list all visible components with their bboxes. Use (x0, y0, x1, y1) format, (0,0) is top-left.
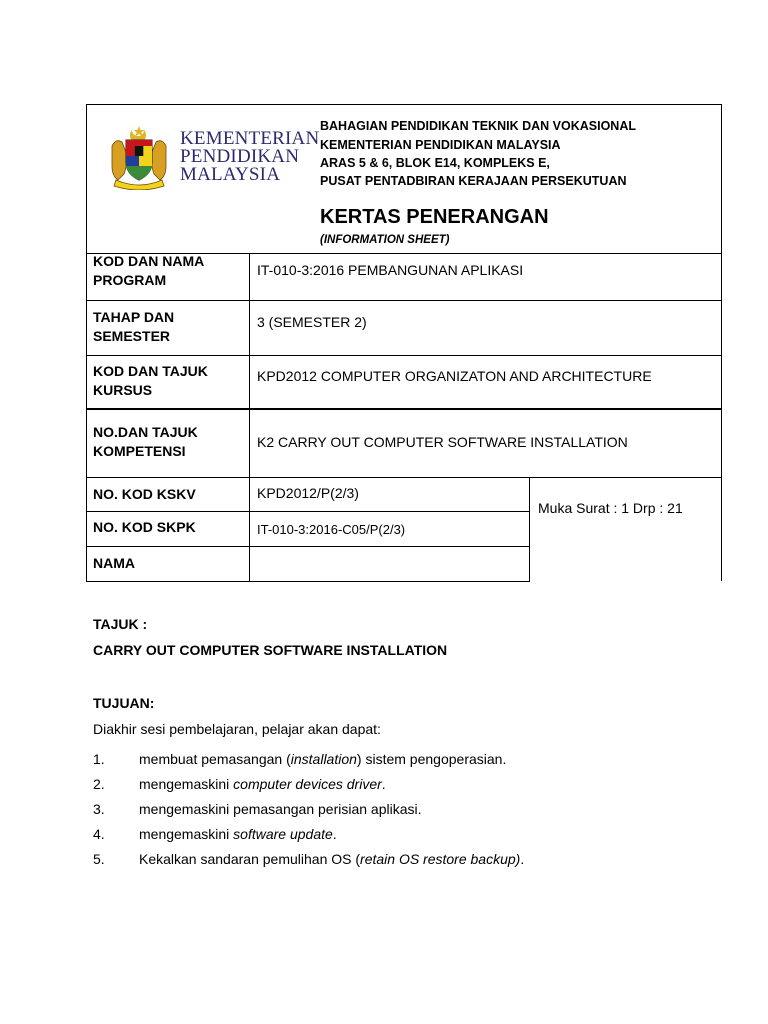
list-item-number: 1. (93, 751, 105, 767)
kompetensi-label-line1: NO.DAN TAJUK (93, 424, 198, 440)
ministry-logo (108, 124, 320, 194)
address-line: ARAS 5 & 6, BLOK E14, KOMPLEKS E, (320, 156, 550, 170)
row-divider (86, 300, 722, 301)
document-title: KERTAS PENERANGAN (320, 206, 549, 228)
list-item-number: 5. (93, 851, 105, 867)
coat-of-arms-icon (108, 124, 170, 190)
tahap-value: 3 (SEMESTER 2) (257, 314, 367, 330)
tajuk-value: CARRY OUT COMPUTER SOFTWARE INSTALLATION (93, 642, 448, 658)
list-item-text (139, 800, 422, 819)
row-divider (86, 355, 722, 356)
address-line: PUSAT PENTADBIRAN KERAJAAN PERSEKUTUAN (320, 174, 627, 188)
table-border-bottom (86, 581, 530, 582)
program-value: IT-010-3:2016 PEMBANGUNAN APLIKASI (257, 262, 524, 278)
column-divider (249, 253, 250, 581)
tajuk-label: TAJUK : (93, 616, 148, 632)
document-subtitle: (INFORMATION SHEET) (320, 234, 450, 246)
list-item-text (139, 750, 506, 769)
list-item-text-pre: Kekalkan sandaran pemulihan OS ( (139, 851, 361, 867)
list-item-text-post: . (520, 851, 525, 867)
list-item-text (139, 850, 524, 869)
list-item-number: 3. (93, 801, 105, 817)
row-divider (86, 477, 722, 478)
skpk-value: IT-010-3:2016-C05/P(2/3) (257, 522, 406, 537)
list-item-text-post: . (332, 826, 337, 842)
list-item-text-pre: membuat pemasangan ( (139, 751, 291, 767)
tahap-label-line1: TAHAP DAN (93, 309, 175, 325)
kompetensi-label-line2: KOMPETENSI (93, 443, 186, 459)
list-item-text (139, 775, 386, 794)
list-item-number: 2. (93, 776, 105, 792)
nama-label: NAMA (93, 555, 135, 571)
table-border-right (721, 104, 722, 581)
list-item-text-pre: mengemaskini pemasangan perisian aplikasi. (139, 801, 422, 817)
tujuan-intro: Diakhir sesi pembelajaran, pelajar akan dapat: (93, 721, 381, 737)
row-divider (86, 511, 530, 512)
kursus-label-line2: KURSUS (93, 382, 153, 398)
row-divider (86, 546, 530, 547)
program-label-line2: PROGRAM (93, 272, 167, 288)
list-item-text-pre: mengemaskini (139, 776, 234, 792)
list-item-text-pre: mengemaskini (139, 826, 234, 842)
kskv-label: NO. KOD KSKV (93, 486, 196, 502)
kursus-label-line1: KOD DAN TAJUK (93, 363, 208, 379)
list-item-text (139, 825, 337, 844)
ministry-name (180, 130, 319, 184)
skpk-label: NO. KOD SKPK (93, 519, 196, 535)
column-divider (529, 477, 530, 581)
list-item-text-em: retain OS restore backup) (360, 851, 521, 867)
list-item-text-em: computer devices driver (233, 776, 382, 792)
ministry-name-line: KEMENTERIAN (180, 128, 320, 149)
list-item-text-em: installation (290, 751, 357, 767)
address-line: KEMENTERIAN PENDIDIKAN MALAYSIA (320, 138, 561, 152)
program-label-line1: KOD DAN NAMA (93, 253, 205, 269)
nama-value[interactable] (257, 554, 523, 573)
list-item-number: 4. (93, 826, 105, 842)
kursus-value: KPD2012 COMPUTER ORGANIZATON AND ARCHITECTURE (257, 368, 652, 384)
list-item-text-em: software update (233, 826, 333, 842)
ministry-name-line: MALAYSIA (180, 164, 281, 185)
ministry-name-line: PENDIDIKAN (180, 146, 300, 167)
tahap-label-line2: SEMESTER (93, 328, 171, 344)
tujuan-label: TUJUAN: (93, 695, 155, 711)
table-border-top (86, 104, 722, 105)
row-divider (86, 408, 722, 410)
kompetensi-value: K2 CARRY OUT COMPUTER SOFTWARE INSTALLATION (257, 434, 628, 450)
page-count: Muka Surat : 1 Drp : 21 (538, 500, 683, 516)
table-border-left (86, 104, 87, 581)
list-item-text-post: . (381, 776, 386, 792)
kskv-value: KPD2012/P(2/3) (257, 485, 359, 501)
list-item-text-post: ) sistem pengoperasian. (356, 751, 507, 767)
address-line: BAHAGIAN PENDIDIKAN TEKNIK DAN VOKASIONAL (320, 119, 636, 133)
